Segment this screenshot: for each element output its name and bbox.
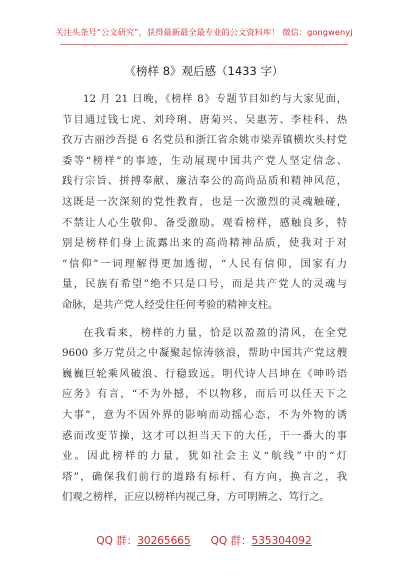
text-line: 业。因此榜样的力量，犹如社会主义“航线”中的“灯	[62, 450, 347, 463]
text-line: 节目通过钱七虎、刘玲琍、唐菊兴、吴惠芳、李桂科、热	[62, 113, 347, 126]
document-body	[62, 89, 347, 508]
text-line: 孜万古丽沙吾提 6 名党员和浙江省余姚市梁弄镇横坎头村党	[62, 134, 347, 147]
paragraph-1	[62, 89, 347, 316]
qq-group-number[interactable]: 30265665	[137, 535, 191, 547]
qq-group-label: QQ 群：	[96, 535, 138, 547]
paragraph-2	[62, 323, 347, 508]
text-line: “信仰”一词理解得更加透彻，“人民有信仰，国家有力	[62, 257, 347, 270]
qq-group-number[interactable]: 535304092	[251, 535, 312, 547]
header-divider	[60, 44, 348, 45]
text-line: 命脉，是共产党人经受住任何考验的精神支柱。	[62, 298, 279, 311]
text-line: 12 月 21 日晚，《榜样 8》专题节目如约与大家见面，	[83, 93, 347, 105]
document-title: 《榜样 8》观后感（1433 字）	[124, 64, 284, 78]
text-line: 应务》有言，“不为外撼，不以物移，而后可以任天下之	[62, 388, 347, 401]
text-line: 不禁让人心生敬仰、备受激励。观看榜样，感触良多，特	[62, 216, 347, 229]
text-line: 惑而改变节操，这才可以担当天下的大任，干一番大的事	[62, 429, 347, 442]
text-line: 别是榜样们身上流露出来的高尚精神品质，使我对于对	[62, 237, 347, 250]
header-banner: 关注头条号“公文研究”，获得最新最全最专业的公文资料库！ 微信：gongwenyj	[55, 27, 353, 37]
qq-group-label: QQ 群：	[210, 535, 252, 547]
text-line: 量，民族有希望”绝不只是口号，而是共产党人的灵魂与	[62, 278, 347, 291]
text-line: 在我看来，榜样的力量，恰是以盈盈的清风，在全党	[83, 326, 347, 339]
text-line: 9600 多万党员之中凝聚起惊涛骇浪，帮助中国共产党这艘	[62, 347, 347, 360]
text-line: 委等“榜样”的事迹，生动展现中国共产党人坚定信念、	[62, 154, 347, 167]
footer-contact	[0, 533, 408, 548]
text-line: 塔”，确保我们前行的道路有标杆、有方向，换言之，我	[62, 470, 347, 483]
text-line: 巍巍巨轮乘风破浪、行稳致远。明代诗人吕坤在《呻吟语	[62, 367, 347, 380]
text-line: 大事”，意为不因外界的影响而动摇心态，不为外物的诱	[62, 408, 347, 421]
text-line: 这既是一次深刻的党性教育，也是一次激烈的灵魂触碰，	[62, 195, 347, 208]
paragraph-gap	[62, 316, 347, 323]
text-line: 们观之榜样，正应以榜样内视己身，方可明辨之、笃行之。	[62, 491, 330, 504]
text-line: 践行宗旨、拼搏奉献、廉洁奉公的高尚品质和精神风范，	[62, 175, 347, 188]
